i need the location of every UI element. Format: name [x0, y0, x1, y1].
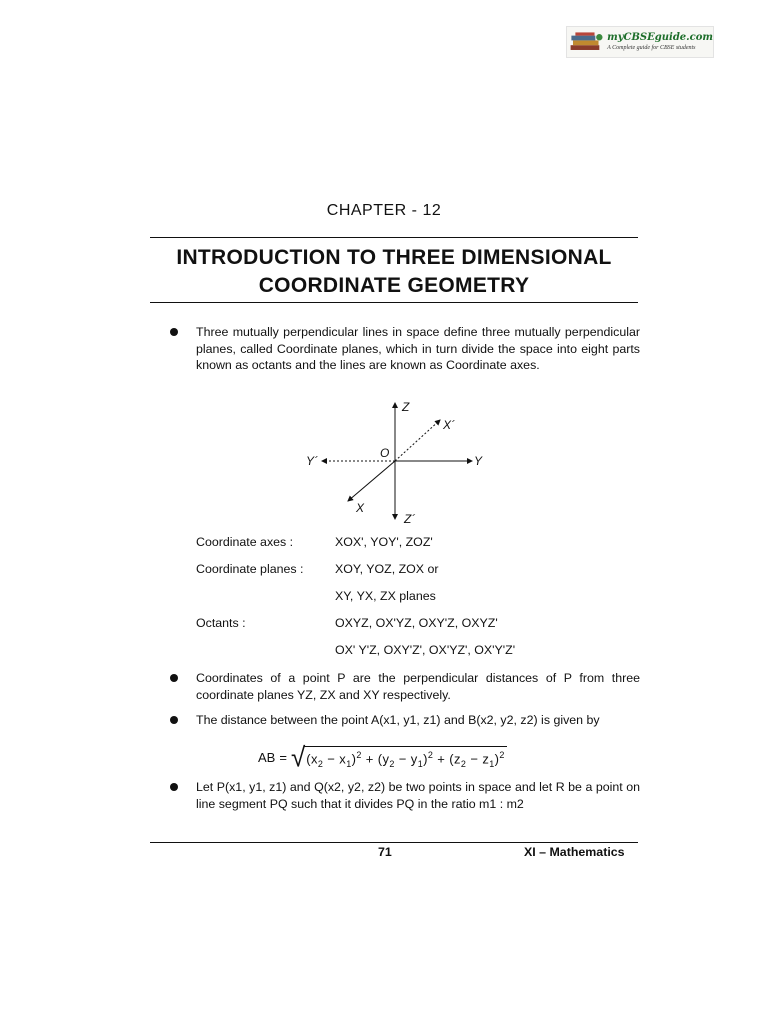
logo-name: myCBSEguide.com — [607, 32, 713, 43]
bullet-item-section — [196, 779, 640, 812]
bullet-text: Three mutually perpendicular lines in space define three mutually perpendicular planes, called Coordinate planes, which in turn divide the space into eight parts known as octants and the lines are known as Coordinate axes. — [196, 325, 640, 372]
label-y-prime: Y´ — [306, 454, 318, 468]
label-y: Y — [474, 454, 483, 468]
x-axis — [348, 461, 395, 501]
footer-rule — [150, 842, 638, 843]
planes-value-2: XY, YX, ZX planes — [335, 589, 436, 603]
bullet-text: Let P(x1, y1, z1) and Q(x2, y2, z2) be two points in space and let R be a point on line segment PQ such that it divides PQ in the ratio m1 : m2 — [196, 780, 640, 811]
books-icon — [569, 28, 604, 56]
bullet-text: The distance between the point A(x1, y1, z1) and B(x2, y2, z2) is given by — [196, 713, 600, 727]
axes-label: Coordinate axes : — [196, 535, 294, 549]
octants-value-1: OXYZ, OX'YZ, OXY'Z, OXYZ' — [335, 616, 498, 630]
page-number: 71 — [378, 845, 392, 859]
axes-value: XOX', YOY', ZOZ' — [335, 535, 433, 549]
octants-value-2: OX' Y'Z, OXY'Z', OX'YZ', OX'Y'Z' — [335, 643, 516, 657]
title-line-2: COORDINATE GEOMETRY — [258, 274, 530, 297]
formula-radicand: $(x_2 - x_1)^2 + (y_2 - y_1)^2 + (z_2 - z_1)^2$ — [304, 746, 507, 769]
planes-value-1: XOY, YOZ, ZOX or — [335, 562, 439, 576]
bullet-item-octants — [196, 324, 640, 374]
distance-formula — [258, 741, 507, 773]
bullet-item-distance — [196, 712, 640, 729]
formula-equals: = — [279, 749, 287, 765]
label-z-prime: Z´ — [404, 512, 416, 526]
site-logo — [566, 26, 714, 58]
square-root — [290, 741, 507, 773]
label-x: X — [356, 501, 365, 515]
label-x-prime: X´ — [443, 418, 455, 432]
coordinate-axes-diagram — [300, 395, 500, 530]
label-z: Z — [402, 400, 410, 414]
title-top-rule — [150, 237, 638, 238]
bullet-text: Coordinates of a point P are the perpendicular distances of P from three coordinate planes YZ, ZX and XY respectively. — [196, 671, 640, 702]
formula-lhs: AB — [258, 749, 276, 765]
chapter-label: CHAPTER - 12 — [326, 202, 442, 219]
planes-label: Coordinate planes : — [196, 562, 304, 576]
page-title — [140, 244, 648, 300]
bullet-icon — [170, 783, 178, 791]
octants-label: Octants : — [196, 616, 246, 630]
x-prime-axis — [395, 420, 440, 461]
title-line-1: INTRODUCTION TO THREE DIMENSIONAL — [176, 246, 612, 269]
title-bottom-rule — [150, 302, 638, 303]
bullet-icon — [170, 328, 178, 336]
label-origin: O — [380, 446, 390, 460]
subject-label: XI – Mathematics — [524, 845, 625, 859]
bullet-item-coordinates — [196, 670, 640, 703]
radical-sign-icon: √ — [290, 741, 306, 773]
logo-tagline: A Complete guide for CBSE students — [607, 45, 696, 51]
bullet-icon — [170, 674, 178, 682]
bullet-icon — [170, 716, 178, 724]
